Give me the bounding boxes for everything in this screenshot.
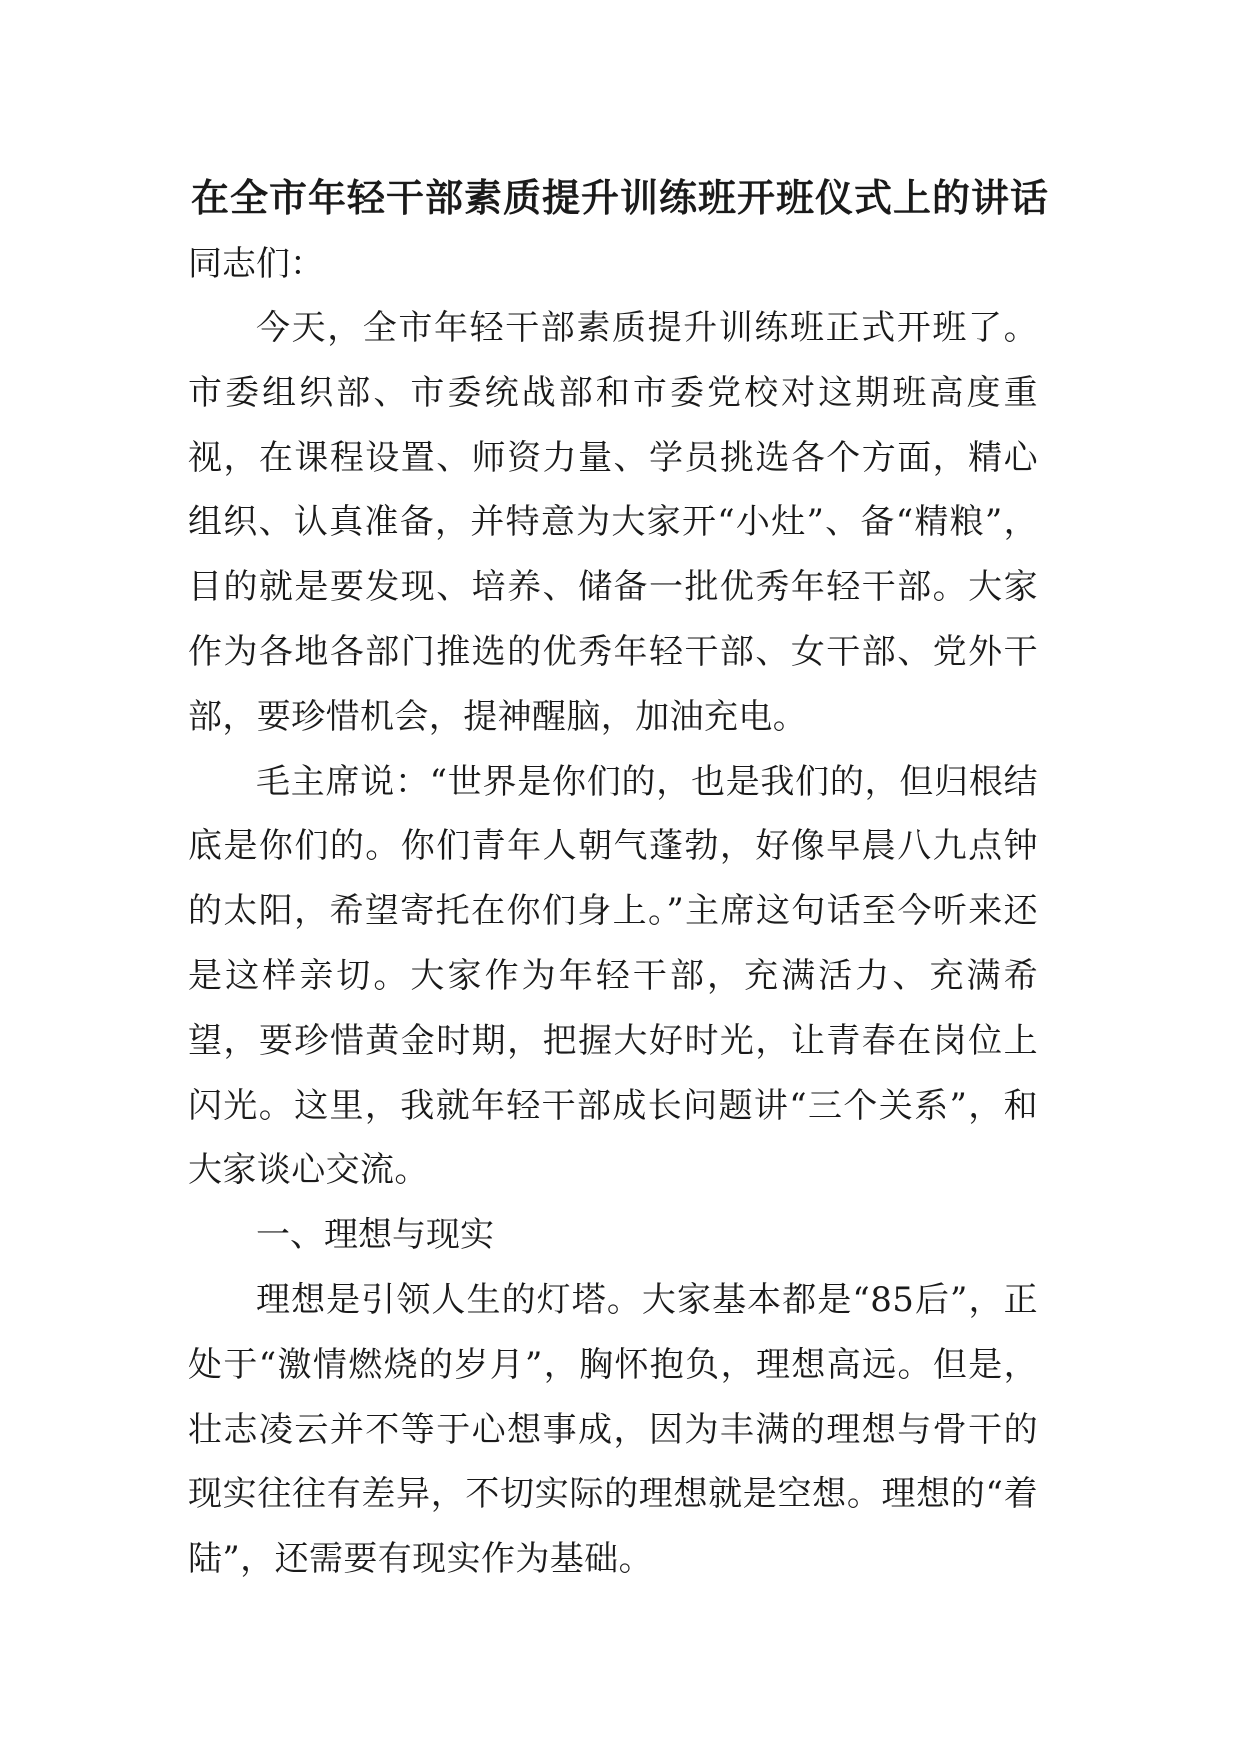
paragraph-quote: 毛主席说：“世界是你们的，也是我们的，但归根结底是你们的。你们青年人朝气蓬勃，好像早晨八九点钟的太阳，希望寄托在你们身上。”主席这句话至今听来还是这样亲切。大家作为年轻干部，充满活力、充满希望，要珍惜黄金时期，把握大好时光，让青春在岗位上闪光。这里，我就年轻干部成长问题讲“三个关系”，和大家谈心交流。 <box>188 761 1038 1191</box>
paragraph-opening: 今天，全市年轻干部素质提升训练班正式开班了。市委组织部、市委统战部和市委党校对这期班高度重视，在课程设置、师资力量、学员挑选各个方面，精心组织、认真准备，并特意为大家开“小灶”、备“精粮”，目的就是要发现、培养、储备一批优秀年轻干部。大家作为各地各部门推选的优秀年轻干部、女干部、党外干部，要珍惜机会，提神醒脑，加油充电。 <box>188 308 1038 737</box>
section-heading: 一、理想与现实 <box>256 1215 494 1256</box>
document-body <box>188 232 1038 1592</box>
salutation: 同志们： <box>188 244 324 284</box>
paragraph-section-one: 理想是引领人生的灯塔。大家基本都是“85后”，正处于“激情燃烧的岁月”，胸怀抱负，理想高远。但是，壮志凌云并不等于心想事成，因为丰满的理想与骨干的现实往往有差异，不切实际的理想就是空想。理想的“着陆”，还需要有现实作为基础。 <box>188 1279 1038 1580</box>
document-title: 在全市年轻干部素质提升训练班开班仪式上的讲话 <box>190 176 1049 220</box>
